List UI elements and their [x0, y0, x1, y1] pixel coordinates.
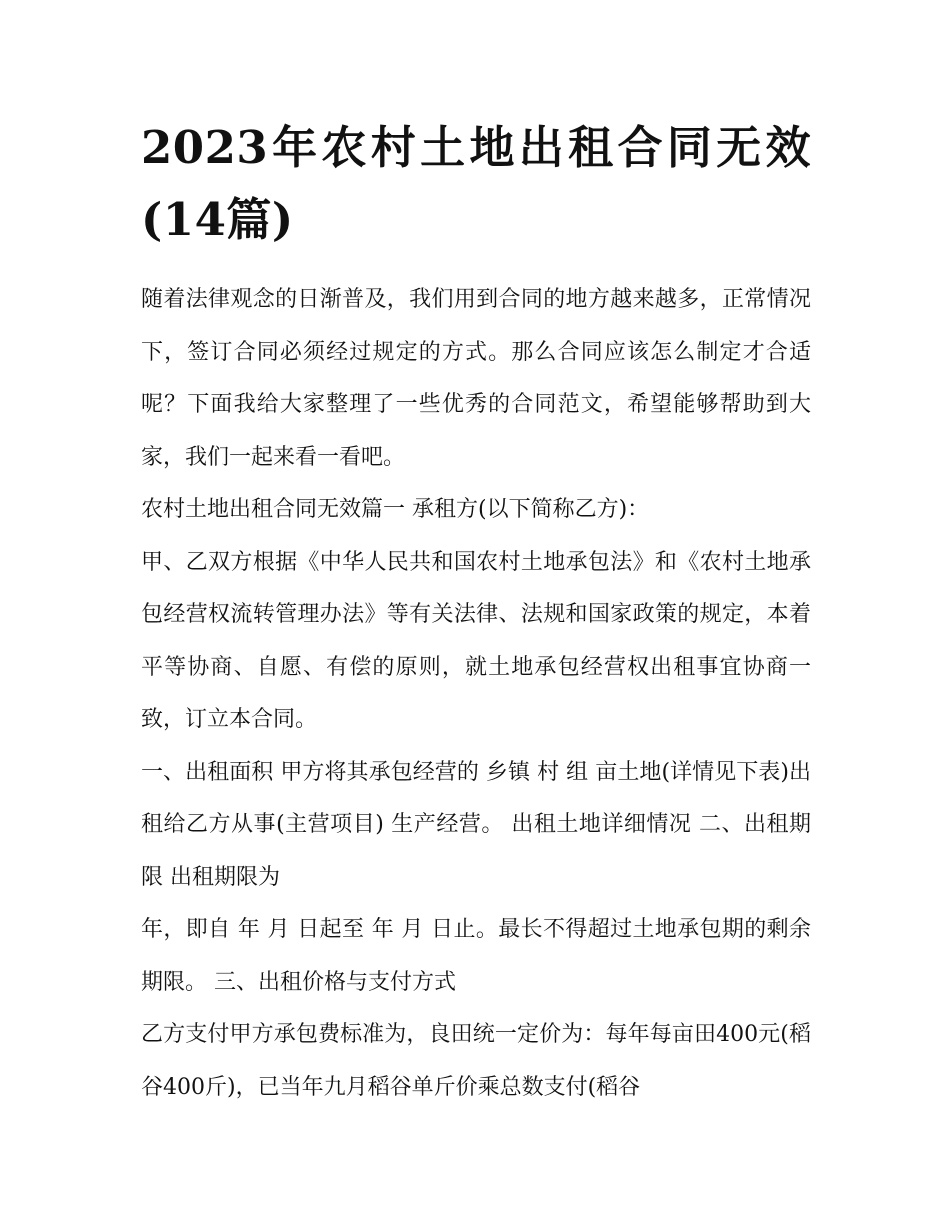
paragraph-legal-basis: 甲、乙双方根据《中华人民共和国农村土地承包法》和《农村土地承包经营权流转管理办法》等有关法律、法规和国家政策的规定，本着平等协商、自愿、有偿的原则，就土地承包经营权出租事宜协商一致，订立本合同。: [141, 549, 811, 732]
paragraph-payment: 乙方支付甲方承包费标准为，良田统一定价为：每年每亩田400元(稻谷400斤)，已当年九月稻谷单斤价乘总数支付(稻谷: [141, 1022, 811, 1100]
paragraph-section-heading: 农村土地出租合同无效篇一 承租方(以下简称乙方)：: [141, 497, 650, 522]
paragraph-intro: 随着法律观念的日渐普及，我们用到合同的地方越来越多，正常情况下，签订合同必须经过规定的方式。那么合同应该怎么制定才合适呢？下面我给大家整理了一些优秀的合同范文，希望能够帮助到大家，我们一起来看一看吧。: [141, 287, 811, 470]
document-page: [141, 112, 811, 1114]
paragraph-lease-area-term: 一、出租面积 甲方将其承包经营的 乡镇 村 组 亩土地(详情见下表)出租给乙方从事(主营项目) 生产经营。 出租土地详细情况 二、出租期限 出租期限为: [141, 759, 811, 890]
document-body: [141, 274, 811, 1114]
paragraph-lease-period: 年，即自 年 月 日起至 年 月 日止。最长不得超过土地承包期的剩余期限。 三、出租价格与支付方式: [141, 917, 811, 995]
document-title: 2023年农村土地出租合同无效(14篇): [141, 121, 811, 246]
